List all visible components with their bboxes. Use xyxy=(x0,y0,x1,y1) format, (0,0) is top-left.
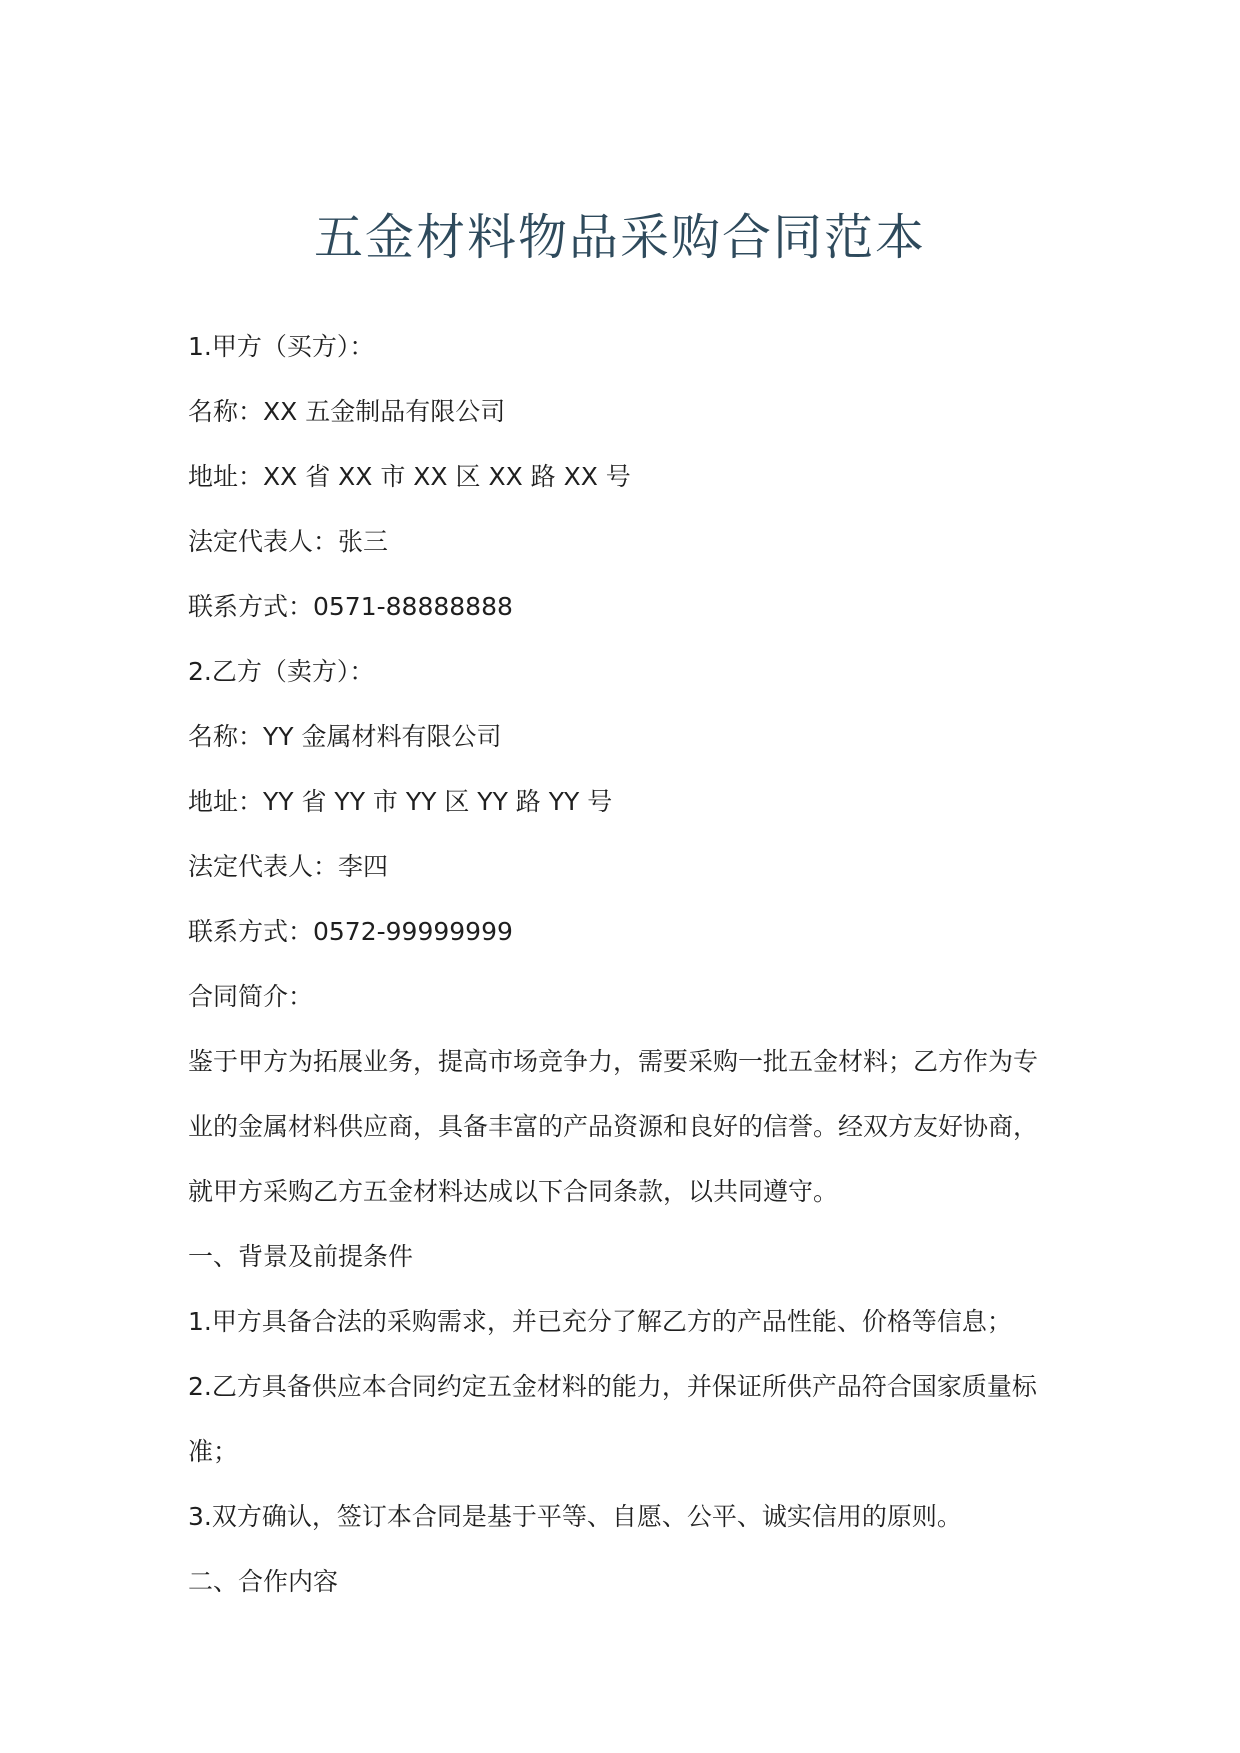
section-1-item-2: 2.乙方具备供应本合同约定五金材料的能力，并保证所供产品符合国家质量标 xyxy=(188,1372,1037,1401)
section-1-item-2-cont: 准； xyxy=(188,1437,239,1466)
party-a-heading: 1.甲方（买方）： xyxy=(188,332,375,361)
section-1-item-3: 3.双方确认，签订本合同是基于平等、自愿、公平、诚实信用的原则。 xyxy=(188,1502,962,1531)
party-b-address: 地址：YY 省 YY 市 YY 区 YY 路 YY 号 xyxy=(188,787,613,816)
party-b-contact: 联系方式：0572-99999999 xyxy=(188,917,513,946)
contract-intro-line-2: 业的金属材料供应商，具备丰富的产品资源和良好的信誉。经双方友好协商， xyxy=(188,1112,1039,1141)
section-1-heading: 一、背景及前提条件 xyxy=(188,1242,414,1271)
party-b-heading: 2.乙方（卖方）： xyxy=(188,657,375,686)
party-a-name: 名称：XX 五金制品有限公司 xyxy=(188,397,506,426)
contract-intro-heading: 合同简介： xyxy=(188,982,314,1011)
contract-intro-line-1: 鉴于甲方为拓展业务，提高市场竞争力，需要采购一批五金材料；乙方作为专 xyxy=(188,1047,1039,1076)
party-b-representative: 法定代表人：李四 xyxy=(188,852,389,881)
contract-intro-line-3: 就甲方采购乙方五金材料达成以下合同条款，以共同遵守。 xyxy=(188,1177,839,1206)
document-title: 五金材料物品采购合同范本 xyxy=(313,209,926,266)
section-2-heading: 二、合作内容 xyxy=(188,1567,339,1596)
party-b-name: 名称：YY 金属材料有限公司 xyxy=(188,722,502,751)
party-a-address: 地址：XX 省 XX 市 XX 区 XX 路 XX 号 xyxy=(188,462,631,491)
party-a-contact: 联系方式：0571-88888888 xyxy=(188,592,513,621)
section-1-item-1: 1.甲方具备合法的采购需求，并已充分了解乙方的产品性能、价格等信息； xyxy=(188,1307,1012,1336)
party-a-representative: 法定代表人：张三 xyxy=(188,527,389,556)
document-body xyxy=(188,314,1058,1614)
